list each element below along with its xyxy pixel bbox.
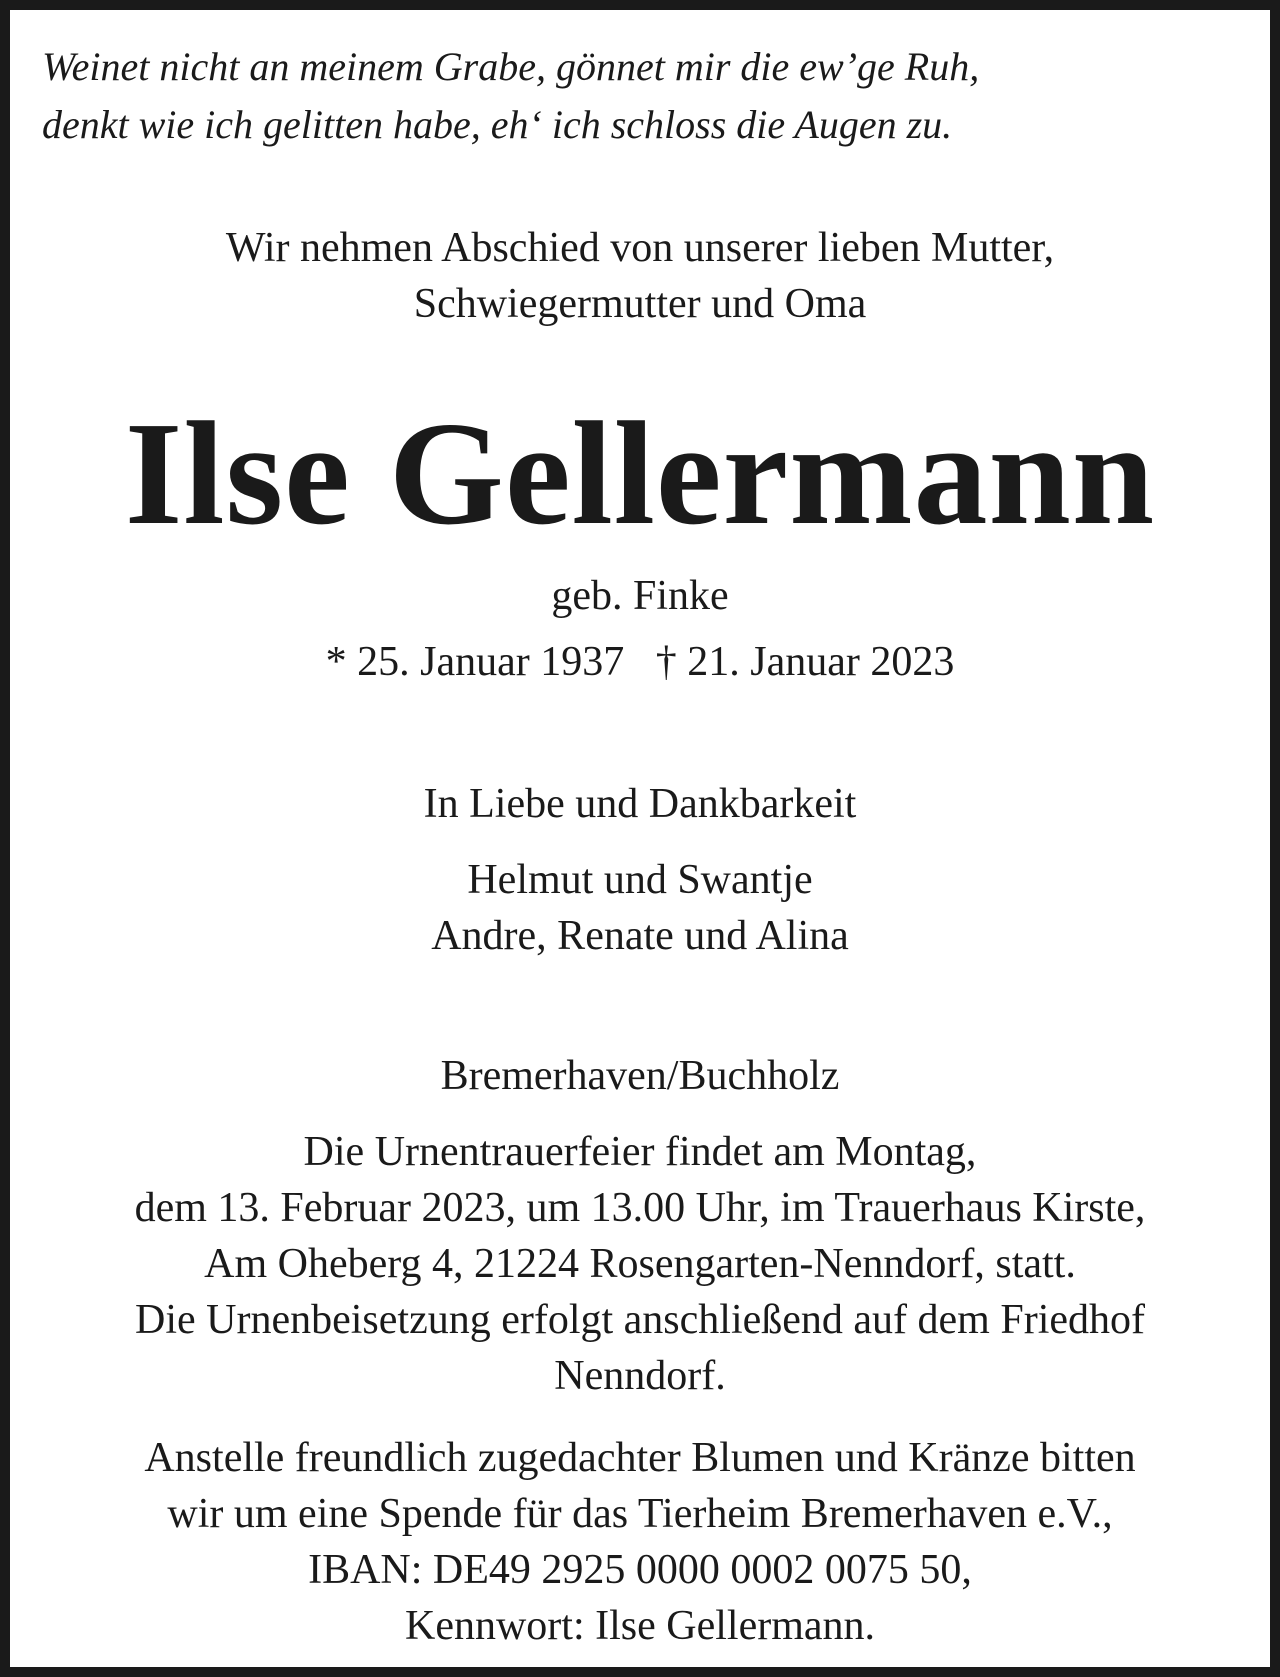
donation-line: wir um eine Spende für das Tierheim Bremerhaven e.V., xyxy=(167,1491,1113,1537)
mourners-heading: In Liebe und Dankbarkeit xyxy=(423,781,857,827)
death-date: † 21. Januar 2023 xyxy=(655,639,955,685)
intro-line: Schwiegermutter und Oma xyxy=(413,281,867,327)
poem-verse xyxy=(42,38,1262,154)
mourner-line: Andre, Renate und Alina xyxy=(431,913,849,959)
ceremony-line: Nenndorf. xyxy=(554,1353,726,1399)
ceremony-line: dem 13. Februar 2023, um 13.00 Uhr, im Trauerhaus Kirste, xyxy=(134,1185,1146,1231)
intro-line: Wir nehmen Abschied von unserer lieben Mutter, xyxy=(225,225,1055,271)
ceremony-details xyxy=(10,1124,1270,1404)
ceremony-line: Die Urnenbeisetzung erfolgt anschließend auf dem Friedhof xyxy=(135,1297,1145,1343)
poem-line: denkt wie ich gelitten habe, eh‘ ich schloss die Augen zu. xyxy=(42,102,953,147)
iban-line: IBAN: DE49 2925 0000 0002 0075 50, xyxy=(308,1547,972,1593)
farewell-intro xyxy=(10,220,1270,332)
deceased-name: Ilse Gellermann xyxy=(124,392,1156,556)
life-dates xyxy=(10,634,1270,690)
donation-line: Anstelle freundlich zugedachter Blumen und Kränze bitten xyxy=(144,1435,1136,1481)
donation-request xyxy=(10,1430,1270,1654)
mourner-line: Helmut und Swantje xyxy=(467,857,813,903)
poem-line: Weinet nicht an meinem Grabe, gönnet mir die ew’ge Ruh, xyxy=(42,44,980,89)
mourners-names xyxy=(10,852,1270,964)
maiden-name: geb. Finke xyxy=(551,573,729,619)
ceremony-line: Die Urnentrauerfeier findet am Montag, xyxy=(303,1129,977,1175)
ceremony-line: Am Oheberg 4, 21224 Rosengarten-Nenndorf, statt. xyxy=(204,1241,1076,1287)
birth-date: * 25. Januar 1937 xyxy=(325,639,625,685)
location: Bremerhaven/Buchholz xyxy=(440,1053,840,1099)
donation-line: Kennwort: Ilse Gellermann. xyxy=(404,1603,876,1649)
